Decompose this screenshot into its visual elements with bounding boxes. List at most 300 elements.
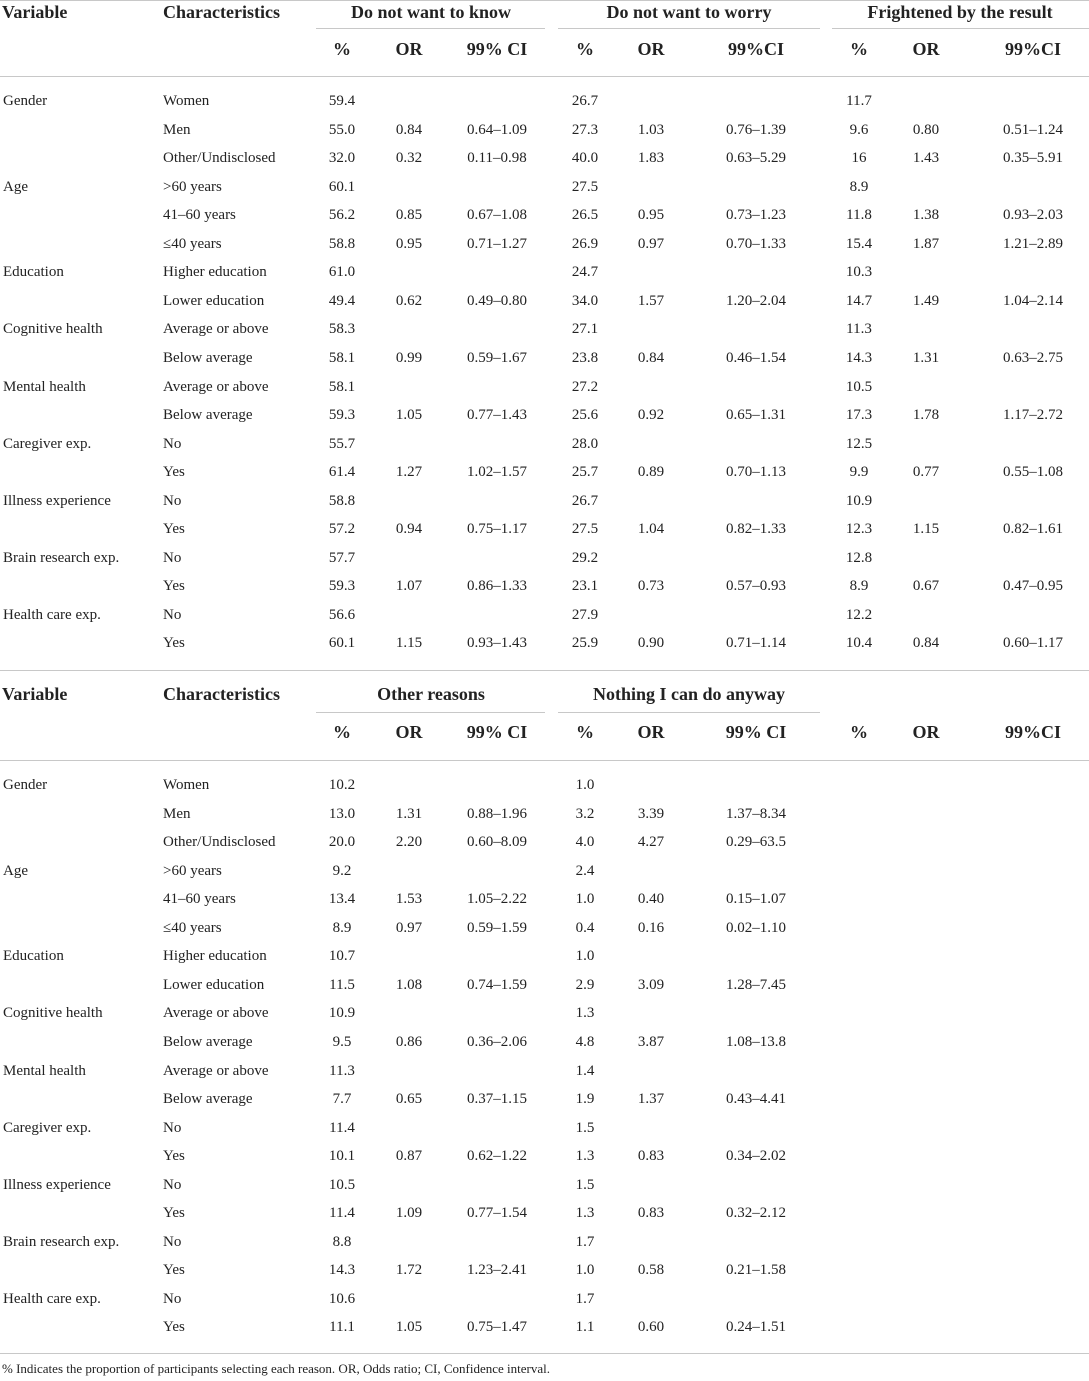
value-cell: 1.5 (575, 1176, 595, 1193)
subheader-cell: % (850, 39, 868, 59)
value-cell: 12.2 (845, 606, 873, 623)
characteristic-cell: No (163, 1233, 182, 1250)
value-cell: 0.82–1.61 (1003, 521, 1063, 538)
characteristic-cell: Yes (163, 464, 185, 481)
value-cell: 0.67 (912, 578, 940, 595)
value-cell: 0.90 (637, 635, 665, 652)
value-cell: 10.1 (328, 1148, 356, 1165)
value-cell: 0.84 (637, 349, 665, 366)
value-cell: 0.37–1.15 (467, 1091, 527, 1108)
value-cell: 59.4 (328, 93, 356, 109)
value-cell: 1.53 (395, 891, 423, 908)
value-cell: 1.05–2.22 (467, 891, 527, 908)
value-cell: 1.09 (395, 1205, 423, 1222)
value-cell: 11.1 (329, 1319, 355, 1336)
variable-cell: Caregiver exp. (3, 435, 92, 452)
variable-cell: Illness experience (3, 492, 111, 509)
value-cell: 11.7 (846, 93, 872, 109)
value-cell: 0.73 (637, 578, 665, 595)
value-cell: 0.99 (395, 349, 423, 366)
variable-cell: Age (3, 178, 28, 195)
value-cell: 3.09 (637, 976, 665, 993)
value-cell: 1.31 (912, 349, 940, 366)
subheader-cell: OR (637, 722, 665, 742)
variable-cell: Education (3, 948, 64, 965)
characteristic-cell: No (163, 1119, 182, 1136)
value-cell: 11.4 (329, 1205, 355, 1222)
value-cell: 9.9 (849, 464, 869, 481)
header-variable: Variable (2, 684, 68, 704)
value-cell: 1.1 (575, 1319, 595, 1336)
value-cell: 58.8 (328, 235, 356, 252)
variable-cell: Age (3, 862, 28, 879)
value-cell: 1.04 (637, 521, 665, 538)
value-cell: 59.3 (328, 407, 356, 424)
value-cell: 20.0 (328, 834, 356, 851)
value-cell: 1.87 (912, 235, 940, 252)
value-cell: 0.36–2.06 (467, 1033, 527, 1050)
header-divider (0, 76, 1089, 77)
characteristic-cell: Below average (163, 1091, 253, 1108)
characteristic-cell: Below average (163, 1033, 253, 1050)
value-cell: 1.3 (575, 1148, 595, 1165)
characteristic-cell: >60 years (163, 178, 222, 195)
value-cell: 58.1 (328, 349, 356, 366)
value-cell: 0.35–5.91 (1003, 150, 1063, 167)
value-cell: 0.34–2.02 (726, 1148, 786, 1165)
value-cell: 11.5 (329, 976, 355, 993)
value-cell: 27.5 (571, 178, 599, 195)
value-cell: 2.9 (575, 976, 595, 993)
value-cell: 60.1 (328, 635, 356, 652)
value-cell: 11.8 (846, 207, 872, 224)
value-cell: 0.97 (395, 919, 423, 936)
value-cell: 0.46–1.54 (726, 349, 786, 366)
header-characteristics: Characteristics (163, 684, 280, 704)
value-cell: 0.4 (575, 919, 595, 936)
value-cell: 1.4 (575, 1062, 595, 1079)
value-cell: 0.83 (637, 1205, 665, 1222)
variable-cell: Caregiver exp. (3, 1119, 92, 1136)
value-cell: 1.27 (395, 464, 423, 481)
group-header-do-not-want-to-worry: Do not want to worry (606, 2, 772, 22)
subheader-cell: % (576, 722, 594, 742)
value-cell: 0.87 (395, 1148, 423, 1165)
value-cell: 28.0 (571, 435, 599, 452)
value-cell: 0.71–1.27 (467, 235, 527, 252)
value-cell: 1.17–2.72 (1003, 407, 1063, 424)
value-cell: 1.05 (395, 407, 423, 424)
value-cell: 10.9 (845, 492, 873, 509)
value-cell: 0.58 (637, 1262, 665, 1279)
value-cell: 1.7 (575, 1233, 595, 1250)
value-cell: 1.49 (912, 292, 940, 309)
value-cell: 11.3 (329, 1062, 355, 1079)
value-cell: 0.32 (395, 150, 423, 167)
value-cell: 1.72 (395, 1262, 423, 1279)
value-cell: 0.11–0.98 (467, 150, 527, 167)
value-cell: 10.6 (328, 1290, 356, 1307)
value-cell: 0.43–4.41 (726, 1091, 786, 1108)
subheader-cell: 99%CI (727, 39, 785, 59)
value-cell: 0.92 (637, 407, 665, 424)
characteristic-cell: Average or above (163, 1062, 269, 1079)
value-cell: 1.43 (912, 150, 940, 167)
subheader-cell: OR (912, 722, 940, 742)
value-cell: 1.0 (575, 777, 595, 793)
group-header-frightened-by-the-result: Frightened by the result (867, 2, 1053, 22)
characteristic-cell: Higher education (163, 264, 267, 281)
value-cell: 16 (851, 150, 867, 167)
value-cell: 56.6 (328, 606, 356, 623)
value-cell: 61.4 (328, 464, 356, 481)
value-cell: 26.5 (571, 207, 599, 224)
characteristic-cell: Average or above (163, 321, 269, 338)
value-cell: 56.2 (328, 207, 356, 224)
group-underline (558, 28, 820, 29)
value-cell: 3.2 (575, 805, 595, 822)
value-cell: 1.05 (395, 1319, 423, 1336)
value-cell: 9.5 (332, 1033, 352, 1050)
value-cell: 55.0 (328, 121, 356, 138)
value-cell: 23.1 (571, 578, 599, 595)
value-cell: 29.2 (571, 549, 599, 566)
characteristic-cell: Yes (163, 578, 185, 595)
value-cell: 1.03 (637, 121, 665, 138)
value-cell: 0.74–1.59 (467, 976, 527, 993)
value-cell: 15.4 (845, 235, 873, 252)
value-cell: 0.76–1.39 (726, 121, 786, 138)
value-cell: 1.23–2.41 (467, 1262, 527, 1279)
value-cell: 23.8 (571, 349, 599, 366)
value-cell: 25.6 (571, 407, 599, 424)
value-cell: 0.73–1.23 (726, 207, 786, 224)
value-cell: 60.1 (328, 178, 356, 195)
characteristic-cell: No (163, 1290, 182, 1307)
section-divider (0, 670, 1089, 671)
characteristic-cell: Below average (163, 407, 253, 424)
value-cell: 0.63–5.29 (726, 150, 786, 167)
characteristic-cell: Average or above (163, 1005, 269, 1022)
characteristic-cell: Men (163, 805, 191, 822)
value-cell: 0.59–1.67 (467, 349, 527, 366)
value-cell: 0.60–8.09 (467, 834, 527, 851)
group-header-nothing-i-can-do-anyway: Nothing I can do anyway (592, 684, 786, 704)
value-cell: 1.7 (575, 1290, 595, 1307)
value-cell: 0.95 (637, 207, 665, 224)
table-footnote: % Indicates the proportion of participants selecting each reason. OR, Odds ratio; CI, Confidence interval. (2, 1361, 550, 1376)
characteristic-cell: Yes (163, 1319, 185, 1336)
value-cell: 0.82–1.33 (726, 521, 786, 538)
group-underline (316, 712, 545, 713)
value-cell: 1.02–1.57 (467, 464, 527, 481)
subheader-cell: % (333, 39, 351, 59)
value-cell: 9.6 (849, 121, 869, 138)
subheader-cell: % (850, 722, 868, 742)
value-cell: 34.0 (571, 292, 599, 309)
value-cell: 14.3 (328, 1262, 356, 1279)
characteristic-cell: Lower education (163, 976, 265, 993)
value-cell: 0.93–1.43 (467, 635, 527, 652)
value-cell: 0.86–1.33 (467, 578, 527, 595)
characteristic-cell: Yes (163, 635, 185, 652)
value-cell: 17.3 (845, 407, 873, 424)
value-cell: 0.65–1.31 (726, 407, 786, 424)
value-cell: 0.63–2.75 (1003, 349, 1063, 366)
value-cell: 0.95 (395, 235, 423, 252)
value-cell: 0.80 (912, 121, 940, 138)
characteristic-cell: Other/Undisclosed (163, 834, 276, 851)
value-cell: 0.93–2.03 (1003, 207, 1063, 224)
characteristic-cell: Below average (163, 349, 253, 366)
value-cell: 8.9 (849, 178, 869, 195)
characteristic-cell: No (163, 1176, 182, 1193)
value-cell: 1.83 (637, 150, 665, 167)
value-cell: 8.9 (849, 578, 869, 595)
value-cell: 49.4 (328, 292, 356, 309)
variable-cell: Mental health (3, 378, 86, 395)
value-cell: 26.7 (571, 93, 599, 109)
value-cell: 1.21–2.89 (1003, 235, 1063, 252)
value-cell: 1.15 (395, 635, 423, 652)
value-cell: 1.3 (575, 1205, 595, 1222)
value-cell: 14.7 (845, 292, 873, 309)
value-cell: 58.1 (328, 378, 356, 395)
value-cell: 9.2 (332, 862, 352, 879)
characteristic-cell: Women (163, 93, 210, 109)
value-cell: 0.71–1.14 (726, 635, 786, 652)
variable-cell: Cognitive health (3, 1005, 103, 1022)
value-cell: 4.27 (637, 834, 665, 851)
characteristic-cell: Other/Undisclosed (163, 150, 276, 167)
value-cell: 32.0 (328, 150, 356, 167)
value-cell: 0.86 (395, 1033, 423, 1050)
variable-cell: Illness experience (3, 1176, 111, 1193)
characteristic-cell: Average or above (163, 378, 269, 395)
value-cell: 11.4 (329, 1119, 355, 1136)
subheader-cell: % (333, 722, 351, 742)
value-cell: 0.40 (637, 891, 665, 908)
value-cell: 12.3 (845, 521, 873, 538)
value-cell: 1.31 (395, 805, 423, 822)
variable-cell: Gender (3, 93, 48, 109)
value-cell: 12.5 (845, 435, 873, 452)
value-cell: 0.60–1.17 (1003, 635, 1063, 652)
value-cell: 13.0 (328, 805, 356, 822)
variable-cell: Mental health (3, 1062, 86, 1079)
variable-cell: Education (3, 264, 64, 281)
value-cell: 11.3 (846, 321, 872, 338)
value-cell: 10.2 (328, 777, 356, 793)
value-cell: 2.20 (395, 834, 423, 851)
value-cell: 8.8 (332, 1233, 352, 1250)
value-cell: 1.04–2.14 (1003, 292, 1063, 309)
value-cell: 27.1 (571, 321, 599, 338)
value-cell: 1.38 (912, 207, 940, 224)
variable-cell: Gender (3, 777, 48, 793)
value-cell: 0.47–0.95 (1003, 578, 1063, 595)
value-cell: 1.15 (912, 521, 940, 538)
value-cell: 1.07 (395, 578, 423, 595)
value-cell: 0.65 (395, 1091, 423, 1108)
value-cell: 57.2 (328, 521, 356, 538)
value-cell: 0.32–2.12 (726, 1205, 786, 1222)
value-cell: 14.3 (845, 349, 873, 366)
value-cell: 27.5 (571, 521, 599, 538)
value-cell: 27.3 (571, 121, 599, 138)
value-cell: 10.5 (845, 378, 873, 395)
subheader-cell: 99% CI (466, 722, 528, 742)
characteristic-cell: Lower education (163, 292, 265, 309)
value-cell: 0.57–0.93 (726, 578, 786, 595)
characteristic-cell: No (163, 606, 182, 623)
value-cell: 0.75–1.47 (467, 1319, 527, 1336)
group-underline (316, 28, 545, 29)
value-cell: 55.7 (328, 435, 356, 452)
value-cell: 1.57 (637, 292, 665, 309)
value-cell: 0.83 (637, 1148, 665, 1165)
value-cell: 1.28–7.45 (726, 976, 786, 993)
characteristic-cell: No (163, 549, 182, 566)
characteristic-cell: >60 years (163, 862, 222, 879)
value-cell: 0.64–1.09 (467, 121, 527, 138)
value-cell: 0.62–1.22 (467, 1148, 527, 1165)
value-cell: 0.02–1.10 (726, 919, 786, 936)
variable-cell: Brain research exp. (3, 549, 120, 566)
value-cell: 0.16 (637, 919, 665, 936)
value-cell: 0.62 (395, 292, 423, 309)
subheader-cell: OR (395, 39, 423, 59)
bottom-divider (0, 1353, 1089, 1354)
value-cell: 3.87 (637, 1033, 665, 1050)
value-cell: 1.0 (575, 1262, 595, 1279)
characteristic-cell: ≤40 years (163, 235, 222, 252)
value-cell: 10.7 (328, 948, 356, 965)
value-cell: 61.0 (328, 264, 356, 281)
subheader-cell: 99%CI (1004, 39, 1062, 59)
value-cell: 0.29–63.5 (726, 834, 786, 851)
value-cell: 1.9 (575, 1091, 595, 1108)
subheader-cell: 99% CI (725, 722, 787, 742)
value-cell: 0.77–1.43 (467, 407, 527, 424)
characteristic-cell: No (163, 435, 182, 452)
variable-cell: Brain research exp. (3, 1233, 120, 1250)
value-cell: 1.37 (637, 1091, 665, 1108)
value-cell: 58.8 (328, 492, 356, 509)
characteristic-cell: ≤40 years (163, 919, 222, 936)
value-cell: 24.7 (571, 264, 599, 281)
value-cell: 0.49–0.80 (467, 292, 527, 309)
subheader-cell: 99% CI (466, 39, 528, 59)
characteristic-cell: Yes (163, 1148, 185, 1165)
value-cell: 1.08–13.8 (726, 1033, 786, 1050)
value-cell: 0.94 (395, 521, 423, 538)
value-cell: 0.75–1.17 (467, 521, 527, 538)
characteristic-cell: 41–60 years (163, 207, 236, 224)
characteristic-cell: Higher education (163, 948, 267, 965)
value-cell: 26.7 (571, 492, 599, 509)
subheader-cell: OR (637, 39, 665, 59)
header-variable: Variable (2, 2, 68, 22)
value-cell: 58.3 (328, 321, 356, 338)
value-cell: 13.4 (328, 891, 356, 908)
value-cell: 0.24–1.51 (726, 1319, 786, 1336)
value-cell: 2.4 (575, 862, 595, 879)
variable-cell: Health care exp. (3, 1290, 101, 1307)
characteristic-cell: Women (163, 777, 210, 793)
group-header-other-reasons: Other reasons (377, 684, 485, 704)
characteristic-cell: Men (163, 121, 191, 138)
value-cell: 10.3 (845, 264, 873, 281)
value-cell: 1.37–8.34 (726, 805, 786, 822)
value-cell: 0.55–1.08 (1003, 464, 1063, 481)
value-cell: 10.9 (328, 1005, 356, 1022)
value-cell: 0.89 (637, 464, 665, 481)
value-cell: 3.39 (637, 805, 665, 822)
value-cell: 40.0 (571, 150, 599, 167)
value-cell: 1.20–2.04 (726, 292, 786, 309)
value-cell: 26.9 (571, 235, 599, 252)
variable-cell: Health care exp. (3, 606, 101, 623)
value-cell: 8.9 (332, 919, 352, 936)
value-cell: 4.8 (575, 1033, 595, 1050)
group-underline (832, 28, 1089, 29)
value-cell: 0.77 (912, 464, 940, 481)
value-cell: 10.4 (845, 635, 873, 652)
value-cell: 0.88–1.96 (467, 805, 527, 822)
subheader-cell: OR (912, 39, 940, 59)
characteristic-cell: Yes (163, 1262, 185, 1279)
value-cell: 27.9 (571, 606, 599, 623)
value-cell: 0.97 (637, 235, 665, 252)
group-underline (558, 712, 820, 713)
value-cell: 25.7 (571, 464, 599, 481)
value-cell: 0.67–1.08 (467, 207, 527, 224)
variable-cell: Cognitive health (3, 321, 103, 338)
value-cell: 59.3 (328, 578, 356, 595)
value-cell: 0.15–1.07 (726, 891, 786, 908)
value-cell: 57.7 (328, 549, 356, 566)
value-cell: 0.85 (395, 207, 423, 224)
value-cell: 0.84 (912, 635, 940, 652)
characteristic-cell: Yes (163, 521, 185, 538)
value-cell: 0.70–1.13 (726, 464, 786, 481)
characteristic-cell: Yes (163, 1205, 185, 1222)
value-cell: 0.77–1.54 (467, 1205, 527, 1222)
value-cell: 0.60 (637, 1319, 665, 1336)
value-cell: 12.8 (845, 549, 873, 566)
value-cell: 1.0 (575, 891, 595, 908)
characteristic-cell: 41–60 years (163, 891, 236, 908)
value-cell: 25.9 (571, 635, 599, 652)
value-cell: 1.08 (395, 976, 423, 993)
characteristic-cell: No (163, 492, 182, 509)
value-cell: 0.59–1.59 (467, 919, 527, 936)
value-cell: 0.51–1.24 (1003, 121, 1063, 138)
value-cell: 1.0 (575, 948, 595, 965)
subheader-cell: % (576, 39, 594, 59)
group-header-do-not-want-to-know: Do not want to know (350, 2, 512, 22)
header-divider (0, 760, 1089, 761)
subheader-cell: 99%CI (1004, 722, 1062, 742)
value-cell: 1.78 (912, 407, 940, 424)
subheader-cell: OR (395, 722, 423, 742)
value-cell: 10.5 (328, 1176, 356, 1193)
value-cell: 7.7 (332, 1091, 352, 1108)
header-characteristics: Characteristics (163, 2, 280, 22)
value-cell: 0.84 (395, 121, 423, 138)
value-cell: 1.3 (575, 1005, 595, 1022)
